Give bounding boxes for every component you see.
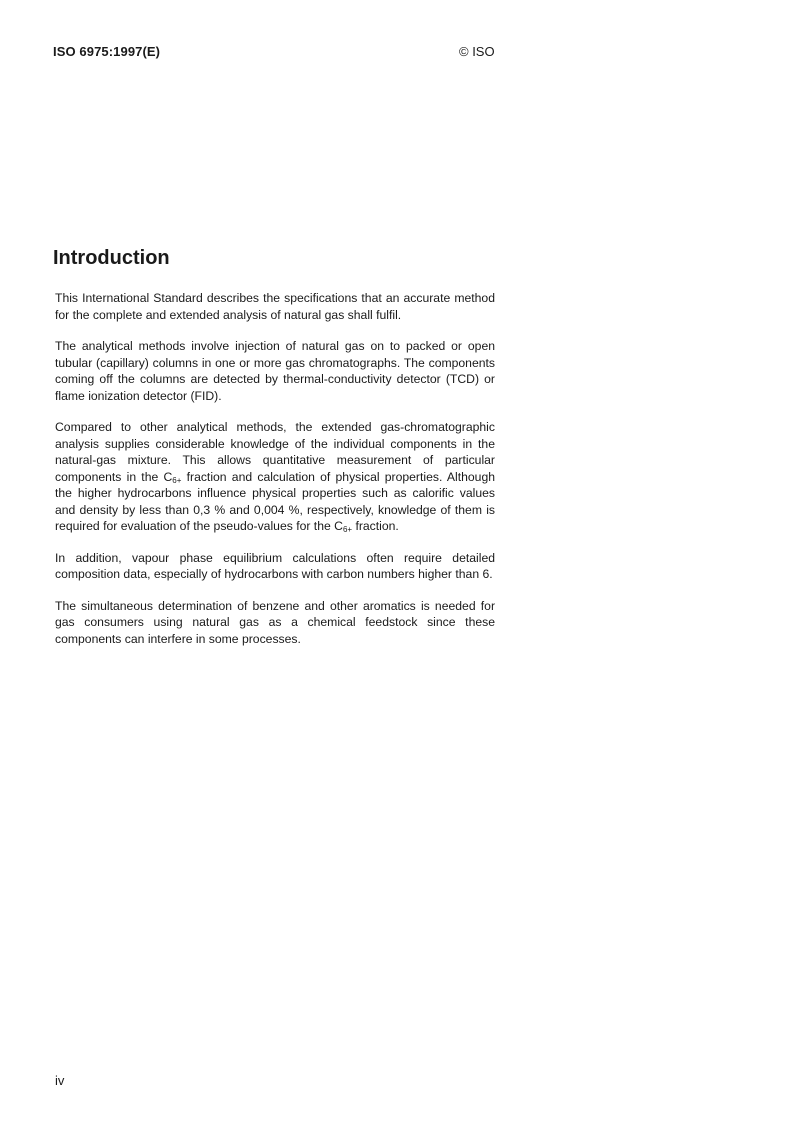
- page-number: iv: [55, 1073, 65, 1088]
- paragraph-5: The simultaneous determination of benzene and other aromatics is needed for gas consumers using natural gas as a chemical feedstock since these components can interfere in some processes.: [55, 598, 495, 646]
- paragraph-3-part-b: fraction and calculation of physical properties. Although the higher hydrocarbons influence physical properties such as calorific values and density by less than 0,3 % and 0,004 %, respectively, knowledge of them is required for evaluation of the pseudo-values for the: [55, 469, 495, 533]
- paragraph-3: [55, 419, 495, 535]
- paragraph-4: In addition, vapour phase equilibrium calculations often require detailed composition data, especially of hydrocarbons with carbon numbers higher than 6.: [55, 550, 495, 581]
- paragraph-3-part-c: fraction.: [352, 519, 399, 533]
- introduction-body: [55, 290, 495, 662]
- c6-plus-subscript-2: 6+: [342, 525, 353, 534]
- c6-plus-symbol: C: [163, 469, 173, 484]
- copyright-notice: © ISO: [459, 44, 495, 59]
- standard-identifier: ISO 6975:1997(E): [53, 44, 161, 59]
- paragraph-2: The analytical methods involve injection of natural gas on to packed or open tubular (capillary) columns in one or more gas chromatographs. The components coming off the columns are detected by thermal-conductivity detector (TCD) or flame ionization detector (FID).: [55, 339, 495, 403]
- paragraph-1: This International Standard describes the specifications that an accurate method for the complete and extended analysis of natural gas shall fulfil.: [55, 291, 495, 322]
- paragraph-3-part-a: Compared to other analytical methods, the extended gas-chromatographic analysis supplies considerable knowledge of the individual components in the natural-gas mixture. This allows quantitative measurement of particular components in the: [55, 420, 495, 484]
- c6-plus-symbol-2: C: [334, 519, 343, 533]
- section-title: Introduction: [53, 247, 170, 269]
- c6-plus-subscript: 6+: [172, 475, 182, 485]
